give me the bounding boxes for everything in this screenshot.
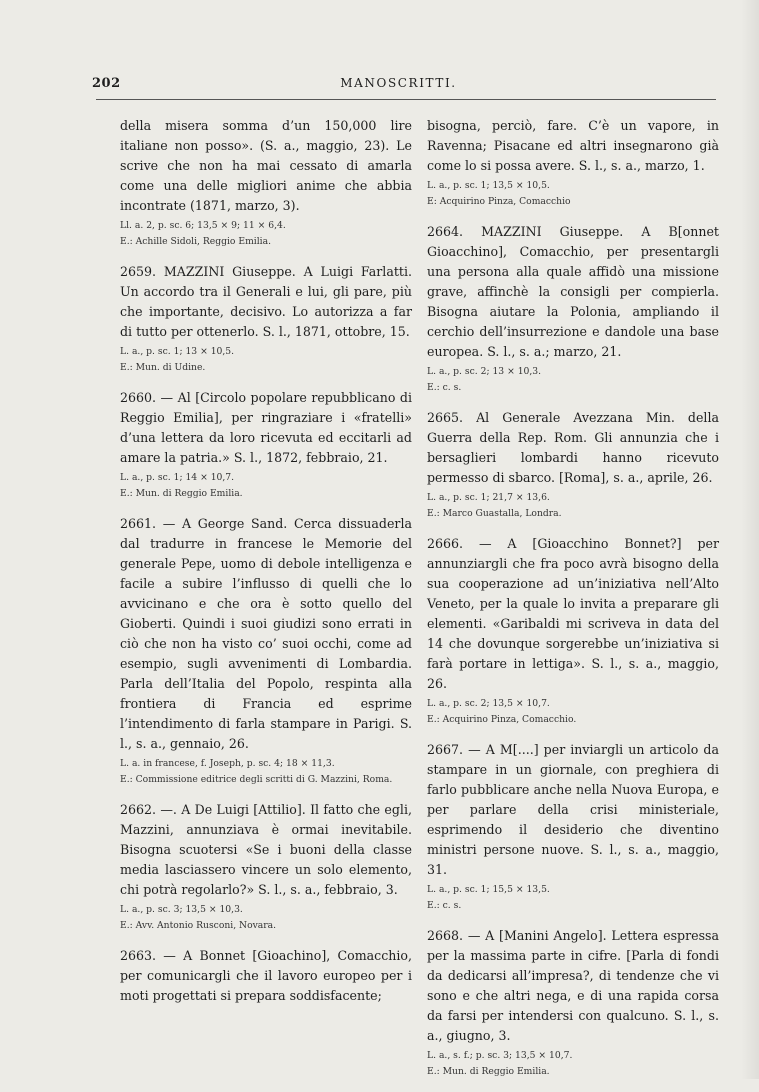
entry-note: E.: Achille Sidoli, Reggio Emilia. xyxy=(120,236,272,247)
running-title: MANOSCRITTI. xyxy=(340,76,457,90)
entry-text: 2660. — Al [Circolo popolare repubblicano di Reggio Emilia], per ringraziare i «fratelli» d’una lettera da loro ricevuta ed eccitarli ad amare la patria.» S. l., 1872, febbraio, 21. xyxy=(120,390,412,465)
entry-text: 2664. MAZZINI Giuseppe. A B[onnet Gioacchino], Comacchio, per presentargli una persona alla quale affidò una missione grave, affinchè la consigli per compierla. Bisogna aiutare la Polonia, ampliando il cerchio dell’insurrezione e dandole una base europea. S. l., s. a.; marzo, 21. xyxy=(427,224,719,359)
catalog-entry xyxy=(120,800,412,932)
entry-note: L. a., p. sc. 1; 21,7 × 13,6. xyxy=(427,492,550,503)
entry-note: E.: Mun. di Udine. xyxy=(120,362,206,373)
header-rule xyxy=(96,99,716,100)
catalog-entry xyxy=(427,926,719,1078)
entry-note: E.: c. s. xyxy=(427,382,462,393)
entry-text: 2666. — A [Gioacchino Bonnet?] per annunziargli che fra poco avrà bisogno della sua cooperazione ad un’iniziativa nell’Alto Veneto, per la quale lo invita a preparare gli elementi. «Garibaldi mi scriveva in data del 14 che dovunque sorgerebbe un’iniziativa si farà portare in lettiga». S. l., s. a., maggio, 26. xyxy=(427,536,719,691)
catalog-entry xyxy=(427,534,719,726)
entry-text: della misera somma d’un 150,000 lire italiane non posso». (S. a., maggio, 23). Le scrive che non ha mai cessato di amarla come una delle migliori anime che abbia incontrate (1871, marzo, 3). xyxy=(120,118,412,213)
page-header xyxy=(92,76,705,94)
entry-note: L. a., p. sc. 2; 13,5 × 10,7. xyxy=(427,698,550,709)
catalog-entry xyxy=(427,222,719,394)
entry-note: L. a., p. sc. 1; 13 × 10,5. xyxy=(120,346,235,357)
catalog-entry xyxy=(427,408,719,520)
entry-note: L. a., s. f.; p. sc. 3; 13,5 × 10,7. xyxy=(427,1050,573,1061)
catalog-entry xyxy=(427,116,719,208)
entry-note: E.: Acquirino Pinza, Comacchio. xyxy=(427,714,577,725)
right-column xyxy=(427,116,719,1092)
page-number: 202 xyxy=(92,76,121,91)
entry-note: E.: c. s. xyxy=(427,900,462,911)
catalog-entry xyxy=(120,262,412,374)
entry-text: 2663. — A Bonnet [Gioachino], Comacchio, per comunicargli che il lavoro europeo per i moti progettati si prepara soddisfacente; xyxy=(120,948,412,1003)
entry-note: L. a., p. sc. 1; 13,5 × 10,5. xyxy=(427,180,550,191)
entry-text: 2659. MAZZINI Giuseppe. A Luigi Farlatti. Un accordo tra il Generali e lui, gli pare, più che importante, decisivo. Lo autorizza a far di tutto per ottenerlo. S. l., 1871, ottobre, 15. xyxy=(120,264,412,339)
entry-note: E.: Marco Guastalla, Londra. xyxy=(427,508,562,519)
entry-note: L. a., p. sc. 1; 15,5 × 13,5. xyxy=(427,884,550,895)
entry-note: E.: Avv. Antonio Rusconi, Novara. xyxy=(120,920,277,931)
page-edge-shadow xyxy=(741,0,759,1079)
entry-note: E.: Commissione editrice degli scritti di G. Mazzini, Roma. xyxy=(120,774,393,785)
left-column xyxy=(120,116,412,1020)
catalog-entry xyxy=(427,740,719,912)
catalog-entry xyxy=(120,946,412,1006)
entry-text: 2662. —. A De Luigi [Attilio]. Il fatto che egli, Mazzini, annunziava è ormai inevitabile. Bisogna scuotersi «Se i buoni della classe media lasciassero vincere un solo elemento, chi potrà regolarlo?» S. l., s. a., febbraio, 3. xyxy=(120,802,412,897)
entry-text: 2661. — A George Sand. Cerca dissuaderla dal tradurre in francese le Memorie del generale Pepe, uomo di debole intelligenza e facile a subire l’influsso di quelli che lo avvicinano e che ora è sotto quello del Gioberti. Quindi i suoi giudizi sono errati in ciò che non ha visto co’ suoi occhi, come ad esempio, sugli avvenimenti di Lombardia. Parla dell’Italia del Popolo, respinta alla frontiera di Francia ed esprime l’intendimento di farla stampare in Parigi. S. l., s. a., gennaio, 26. xyxy=(120,516,412,751)
catalog-entry xyxy=(120,514,412,786)
catalog-entry xyxy=(120,116,412,248)
entry-text: 2668. — A [Manini Angelo]. Lettera espressa per la massima parte in cifre. [Parla di fondi da dedicarsi all’impresa?, di tendenze che vi sono e che altri nega, e di una rapida corsa da farsi per intendersi con qualcuno. S. l., s. a., giugno, 3. xyxy=(427,928,719,1043)
entry-note: E.: Mun. di Reggio Emilia. xyxy=(427,1066,550,1077)
entry-note: Ll. a. 2, p. sc. 6; 13,5 × 9; 11 × 6,4. xyxy=(120,220,286,231)
entry-note: L. a. in francese, f. Joseph, p. sc. 4; 18 × 11,3. xyxy=(120,758,335,769)
entry-note: L. a., p. sc. 1; 14 × 10,7. xyxy=(120,472,235,483)
entry-text: 2665. Al Generale Avezzana Min. della Guerra della Rep. Rom. Gli annunzia che i bersaglieri lombardi hanno ricevuto permesso di sbarco. [Roma], s. a., aprile, 26. xyxy=(427,410,719,485)
entry-note: L. a., p. sc. 3; 13,5 × 10,3. xyxy=(120,904,243,915)
entry-text: 2667. — A M[....] per inviargli un articolo da stampare in un giornale, con preghiera di farlo pubblicare anche nella Nuova Europa, e per parlare della crisi ministeriale, esprimendo il desiderio che diventino ministri persone nuove. S. l., s. a., maggio, 31. xyxy=(427,742,719,877)
entry-note: E.: Mun. di Reggio Emilia. xyxy=(120,488,243,499)
entry-note: E: Acquirino Pinza, Comacchio xyxy=(427,196,571,207)
entry-text: bisogna, perciò, fare. C’è un vapore, in Ravenna; Pisacane ed altri insegnarono già come lo si possa avere. S. l., s. a., marzo, 1. xyxy=(427,118,719,173)
entry-note: L. a., p. sc. 2; 13 × 10,3. xyxy=(427,366,542,377)
catalog-entry xyxy=(120,388,412,500)
